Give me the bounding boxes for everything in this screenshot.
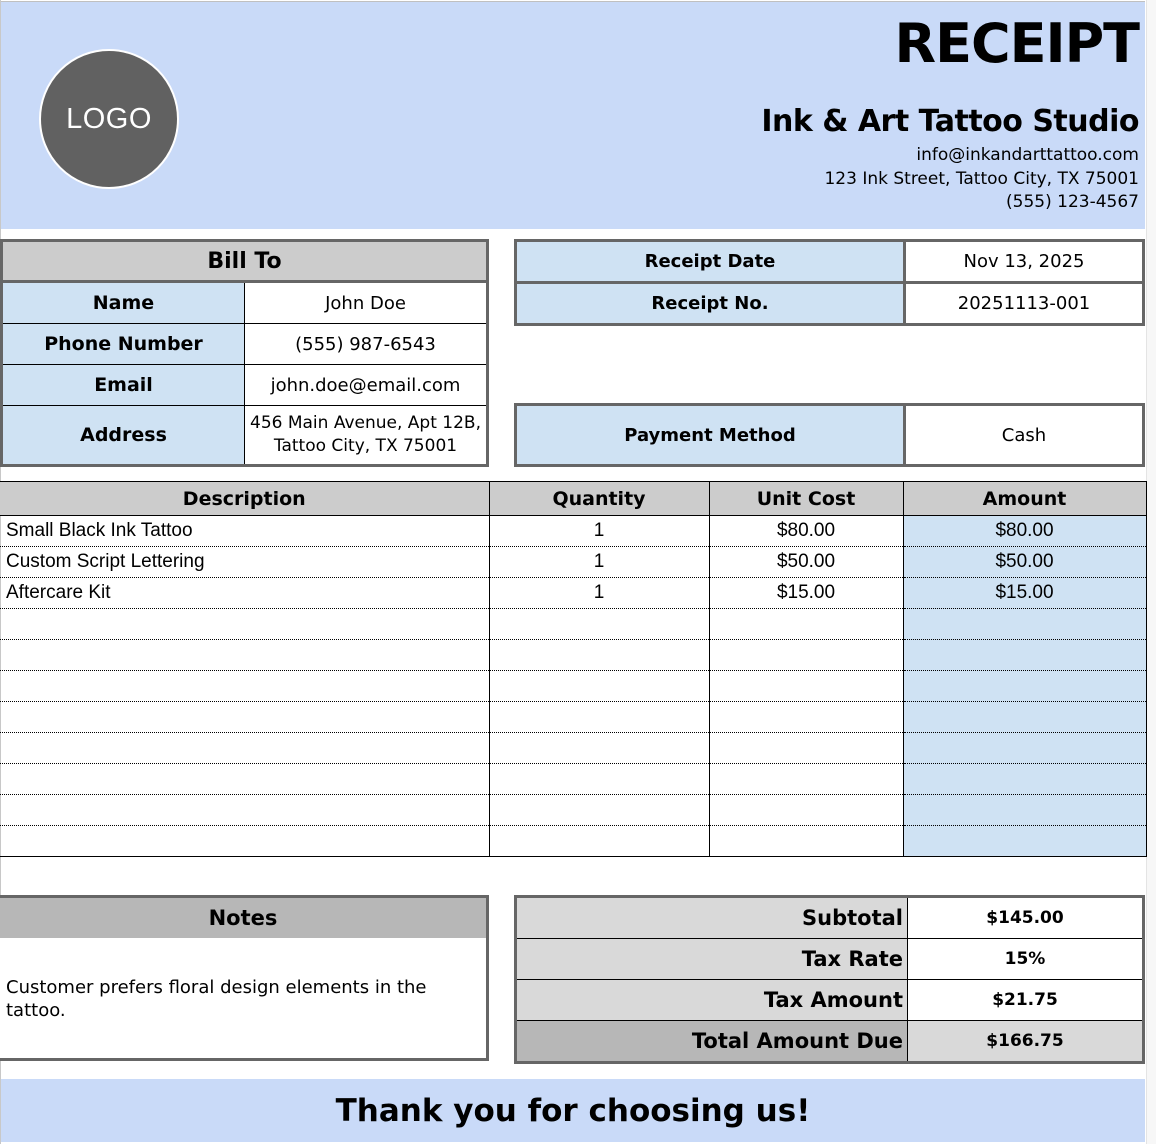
- tax-amount-value: $21.75: [908, 980, 1144, 1021]
- item-amount: [903, 671, 1146, 702]
- customer-email-field[interactable]: john.doe@email.com: [245, 365, 488, 406]
- bill-to-row-address: [2, 406, 488, 466]
- address-line-1: 456 Main Avenue, Apt 12B,: [250, 413, 481, 433]
- column-header-unit-cost: Unit Cost: [709, 482, 903, 516]
- item-description[interactable]: [0, 795, 489, 826]
- business-name: Ink & Art Tattoo Studio: [761, 104, 1139, 139]
- field-label: Address: [2, 406, 245, 466]
- item-description[interactable]: [0, 671, 489, 702]
- business-phone: (555) 123-4567: [1006, 192, 1139, 212]
- item-unit-cost[interactable]: [709, 733, 903, 764]
- receipt-date-label: Receipt Date: [516, 241, 905, 283]
- item-description[interactable]: [0, 640, 489, 671]
- subtotal-row: [516, 897, 1144, 939]
- item-amount: [903, 640, 1146, 671]
- item-quantity[interactable]: 1: [489, 516, 709, 547]
- bill-to-table: [0, 239, 489, 467]
- item-amount: [903, 733, 1146, 764]
- item-description[interactable]: [0, 764, 489, 795]
- subtotal-label: Subtotal: [516, 897, 908, 939]
- notes-heading: Notes: [0, 898, 486, 938]
- item-description[interactable]: Aftercare Kit: [0, 578, 489, 609]
- receipt-date-field[interactable]: Nov 13, 2025: [963, 251, 1085, 272]
- table-row: [0, 826, 1146, 857]
- item-description[interactable]: [0, 702, 489, 733]
- notes-text-field[interactable]: Customer prefers floral design elements in the tattoo.: [6, 977, 427, 1021]
- logo-text: LOGO: [66, 102, 152, 135]
- header-band: [1, 1, 1145, 229]
- item-quantity[interactable]: [489, 733, 709, 764]
- item-description[interactable]: Small Black Ink Tattoo: [0, 516, 489, 547]
- bill-to-heading: Bill To: [2, 241, 488, 282]
- business-email: info@inkandarttattoo.com: [916, 145, 1139, 165]
- total-due-row: [516, 1021, 1144, 1063]
- payment-method-label: Payment Method: [516, 405, 905, 466]
- item-unit-cost[interactable]: [709, 795, 903, 826]
- item-quantity[interactable]: 1: [489, 547, 709, 578]
- item-description[interactable]: Custom Script Lettering: [0, 547, 489, 578]
- item-description[interactable]: [0, 733, 489, 764]
- receipt-meta-table: [514, 239, 1145, 326]
- item-unit-cost[interactable]: [709, 640, 903, 671]
- item-amount: $80.00: [903, 516, 1146, 547]
- table-row: [0, 795, 1146, 826]
- item-unit-cost[interactable]: $15.00: [709, 578, 903, 609]
- table-row: [0, 671, 1146, 702]
- column-header-quantity: Quantity: [489, 482, 709, 516]
- table-row: [0, 733, 1146, 764]
- thank-you-message: Thank you for choosing us!: [335, 1092, 811, 1129]
- bill-to-row-email: [2, 365, 488, 406]
- item-quantity[interactable]: [489, 826, 709, 857]
- payment-method-table: [514, 403, 1145, 467]
- item-quantity[interactable]: [489, 671, 709, 702]
- field-label: Name: [2, 282, 245, 324]
- customer-name-field[interactable]: John Doe: [325, 292, 406, 314]
- table-row: [0, 516, 1146, 547]
- receipt-title: RECEIPT: [894, 12, 1139, 75]
- item-quantity[interactable]: [489, 640, 709, 671]
- table-row: [0, 640, 1146, 671]
- tax-rate-label: Tax Rate: [516, 939, 908, 980]
- item-unit-cost[interactable]: [709, 702, 903, 733]
- total-due-value: $166.75: [908, 1021, 1144, 1063]
- total-due-label: Total Amount Due: [516, 1021, 908, 1063]
- tax-amount-row: [516, 980, 1144, 1021]
- item-unit-cost[interactable]: $50.00: [709, 547, 903, 578]
- table-row: [0, 702, 1146, 733]
- subtotal-value: $145.00: [908, 897, 1144, 939]
- table-row: [0, 547, 1146, 578]
- logo-placeholder: [39, 49, 179, 189]
- item-unit-cost[interactable]: [709, 764, 903, 795]
- item-description[interactable]: [0, 826, 489, 857]
- tax-amount-label: Tax Amount: [516, 980, 908, 1021]
- customer-address-field[interactable]: [245, 406, 488, 466]
- item-quantity[interactable]: [489, 702, 709, 733]
- item-unit-cost[interactable]: [709, 826, 903, 857]
- item-amount: [903, 795, 1146, 826]
- column-header-description: Description: [0, 482, 489, 516]
- item-quantity[interactable]: [489, 795, 709, 826]
- line-items-table: [0, 481, 1147, 857]
- item-description[interactable]: [0, 609, 489, 640]
- table-row: [0, 609, 1146, 640]
- totals-table: [514, 895, 1145, 1064]
- item-quantity[interactable]: [489, 609, 709, 640]
- item-amount: [903, 826, 1146, 857]
- address-line-2: Tattoo City, TX 75001: [273, 436, 458, 456]
- column-header-amount: Amount: [903, 482, 1146, 516]
- tax-rate-row: [516, 939, 1144, 980]
- field-label: Phone Number: [2, 324, 245, 365]
- bill-to-row-phone: [2, 324, 488, 365]
- footer-band: [1, 1079, 1145, 1142]
- item-quantity[interactable]: 1: [489, 578, 709, 609]
- item-amount: [903, 764, 1146, 795]
- item-amount: $50.00: [903, 547, 1146, 578]
- item-amount: $15.00: [903, 578, 1146, 609]
- items-header-row: [0, 482, 1146, 516]
- field-label: Email: [2, 365, 245, 406]
- item-quantity[interactable]: [489, 764, 709, 795]
- customer-phone-field[interactable]: (555) 987-6543: [245, 324, 488, 365]
- item-unit-cost[interactable]: [709, 609, 903, 640]
- business-address: 123 Ink Street, Tattoo City, TX 75001: [824, 169, 1139, 189]
- notes-box: [0, 895, 489, 1061]
- scroll-gutter: [1146, 0, 1156, 1144]
- payment-method-field[interactable]: Cash: [1001, 424, 1047, 446]
- bill-to-row-name: [2, 282, 488, 324]
- item-amount: [903, 702, 1146, 733]
- item-unit-cost[interactable]: $80.00: [709, 516, 903, 547]
- table-row: [0, 578, 1146, 609]
- tax-rate-field[interactable]: 15%: [908, 939, 1144, 980]
- item-amount: [903, 609, 1146, 640]
- receipt-number-label: Receipt No.: [516, 283, 905, 325]
- item-unit-cost[interactable]: [709, 671, 903, 702]
- receipt-number-field[interactable]: 20251113-001: [905, 283, 1144, 325]
- table-row: [0, 764, 1146, 795]
